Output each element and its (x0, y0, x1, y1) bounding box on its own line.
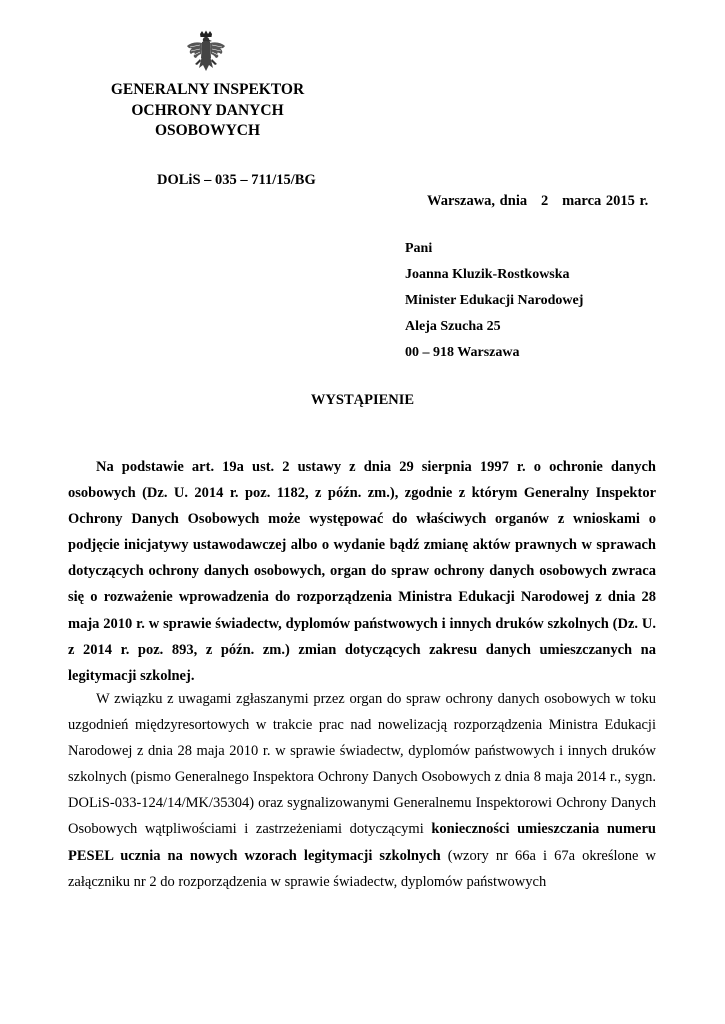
recipient-address (405, 236, 583, 366)
paragraph-2-emphasis: konieczności umieszczania numeru PESEL ucznia na nowych wzorach legitymacji szkolnych (68, 821, 656, 864)
recipient-line-3: Minister Edukacji Narodowej (405, 293, 584, 308)
recipient-line-5: 00 – 918 Warszawa (405, 345, 520, 360)
recipient-line-1: Pani (405, 241, 433, 256)
issuer-name (95, 80, 320, 142)
issuer-line-2: OCHRONY DANYCH (131, 101, 284, 119)
issuer-line-1: GENERALNY INSPEKTOR (110, 81, 305, 98)
paragraph-1: Na podstawie art. 19a ust. 2 ustawy z dnia 29 sierpnia 1997 r. o ochronie danych osobowych (Dz. U. 2014 r. poz. 1182, z późn. zm.), zgodnie z którym Generalny Inspektor Ochrony Danych Osobowych może występować do właściwych organów z wnioskami o podjęcie inicjatywy ustawodawczej albo o wydanie bądź zmianę aktów prawnych w sprawach dotyczących ochrony danych osobowych, organ do spraw ochrony danych osobowych zwraca się o rozważenie wprowadzenia do rozporządzenia Ministra Edukacji Narodowej z dnia 28 maja 2010 r. w sprawie świadectw, dyplomów państwowych i innych druków szkolnych (Dz. U. z 2014 r. poz. 893, z późn. zm.) zmian dotyczących zakresu danych umieszczanych na legitymacji szkolnej. (68, 459, 656, 684)
paragraph-2-start: W związku z uwagami zgłaszanymi przez organ do spraw ochrony danych osobowych w toku uzgodnień międzyresortowych w trakcie prac nad nowelizacją rozporządzenia Ministra Edukacji Narodowej z dnia 28 maja 2010 r. w sprawie świadectw, dyplomów państwowych i innych druków szkolnych (pismo Generalnego Inspektora Ochrony Danych Osobowych z dnia 8 maja 2014 r., sygn. DOLiS-033-124/14/MK/35304) oraz sygnalizowanymi Generalnemu Inspektorowi Ochrony Danych Osobowych wątpliwościami i zastrzeżeniami dotyczącymi (68, 691, 656, 838)
paragraph-2 (68, 686, 656, 895)
document-title: WYSTĄPIENIE (310, 392, 415, 408)
issuer-line-3: OSOBOWYCH (154, 122, 261, 139)
reference-number: DOLiS – 035 – 711/15/BG (157, 172, 316, 188)
polish-eagle-emblem-icon (185, 30, 227, 78)
letter-date: Warszawa, dnia 2 marca 2015 r. (427, 193, 649, 209)
paragraph-2-end: (wzory nr 66a i 67a określone w załączniku nr 2 do rozporządzenia w sprawie świadectw, dyplomów państwowych (68, 847, 656, 890)
recipient-line-4: Aleja Szucha 25 (405, 319, 501, 334)
recipient-line-2: Joanna Kluzik-Rostkowska (405, 267, 570, 282)
